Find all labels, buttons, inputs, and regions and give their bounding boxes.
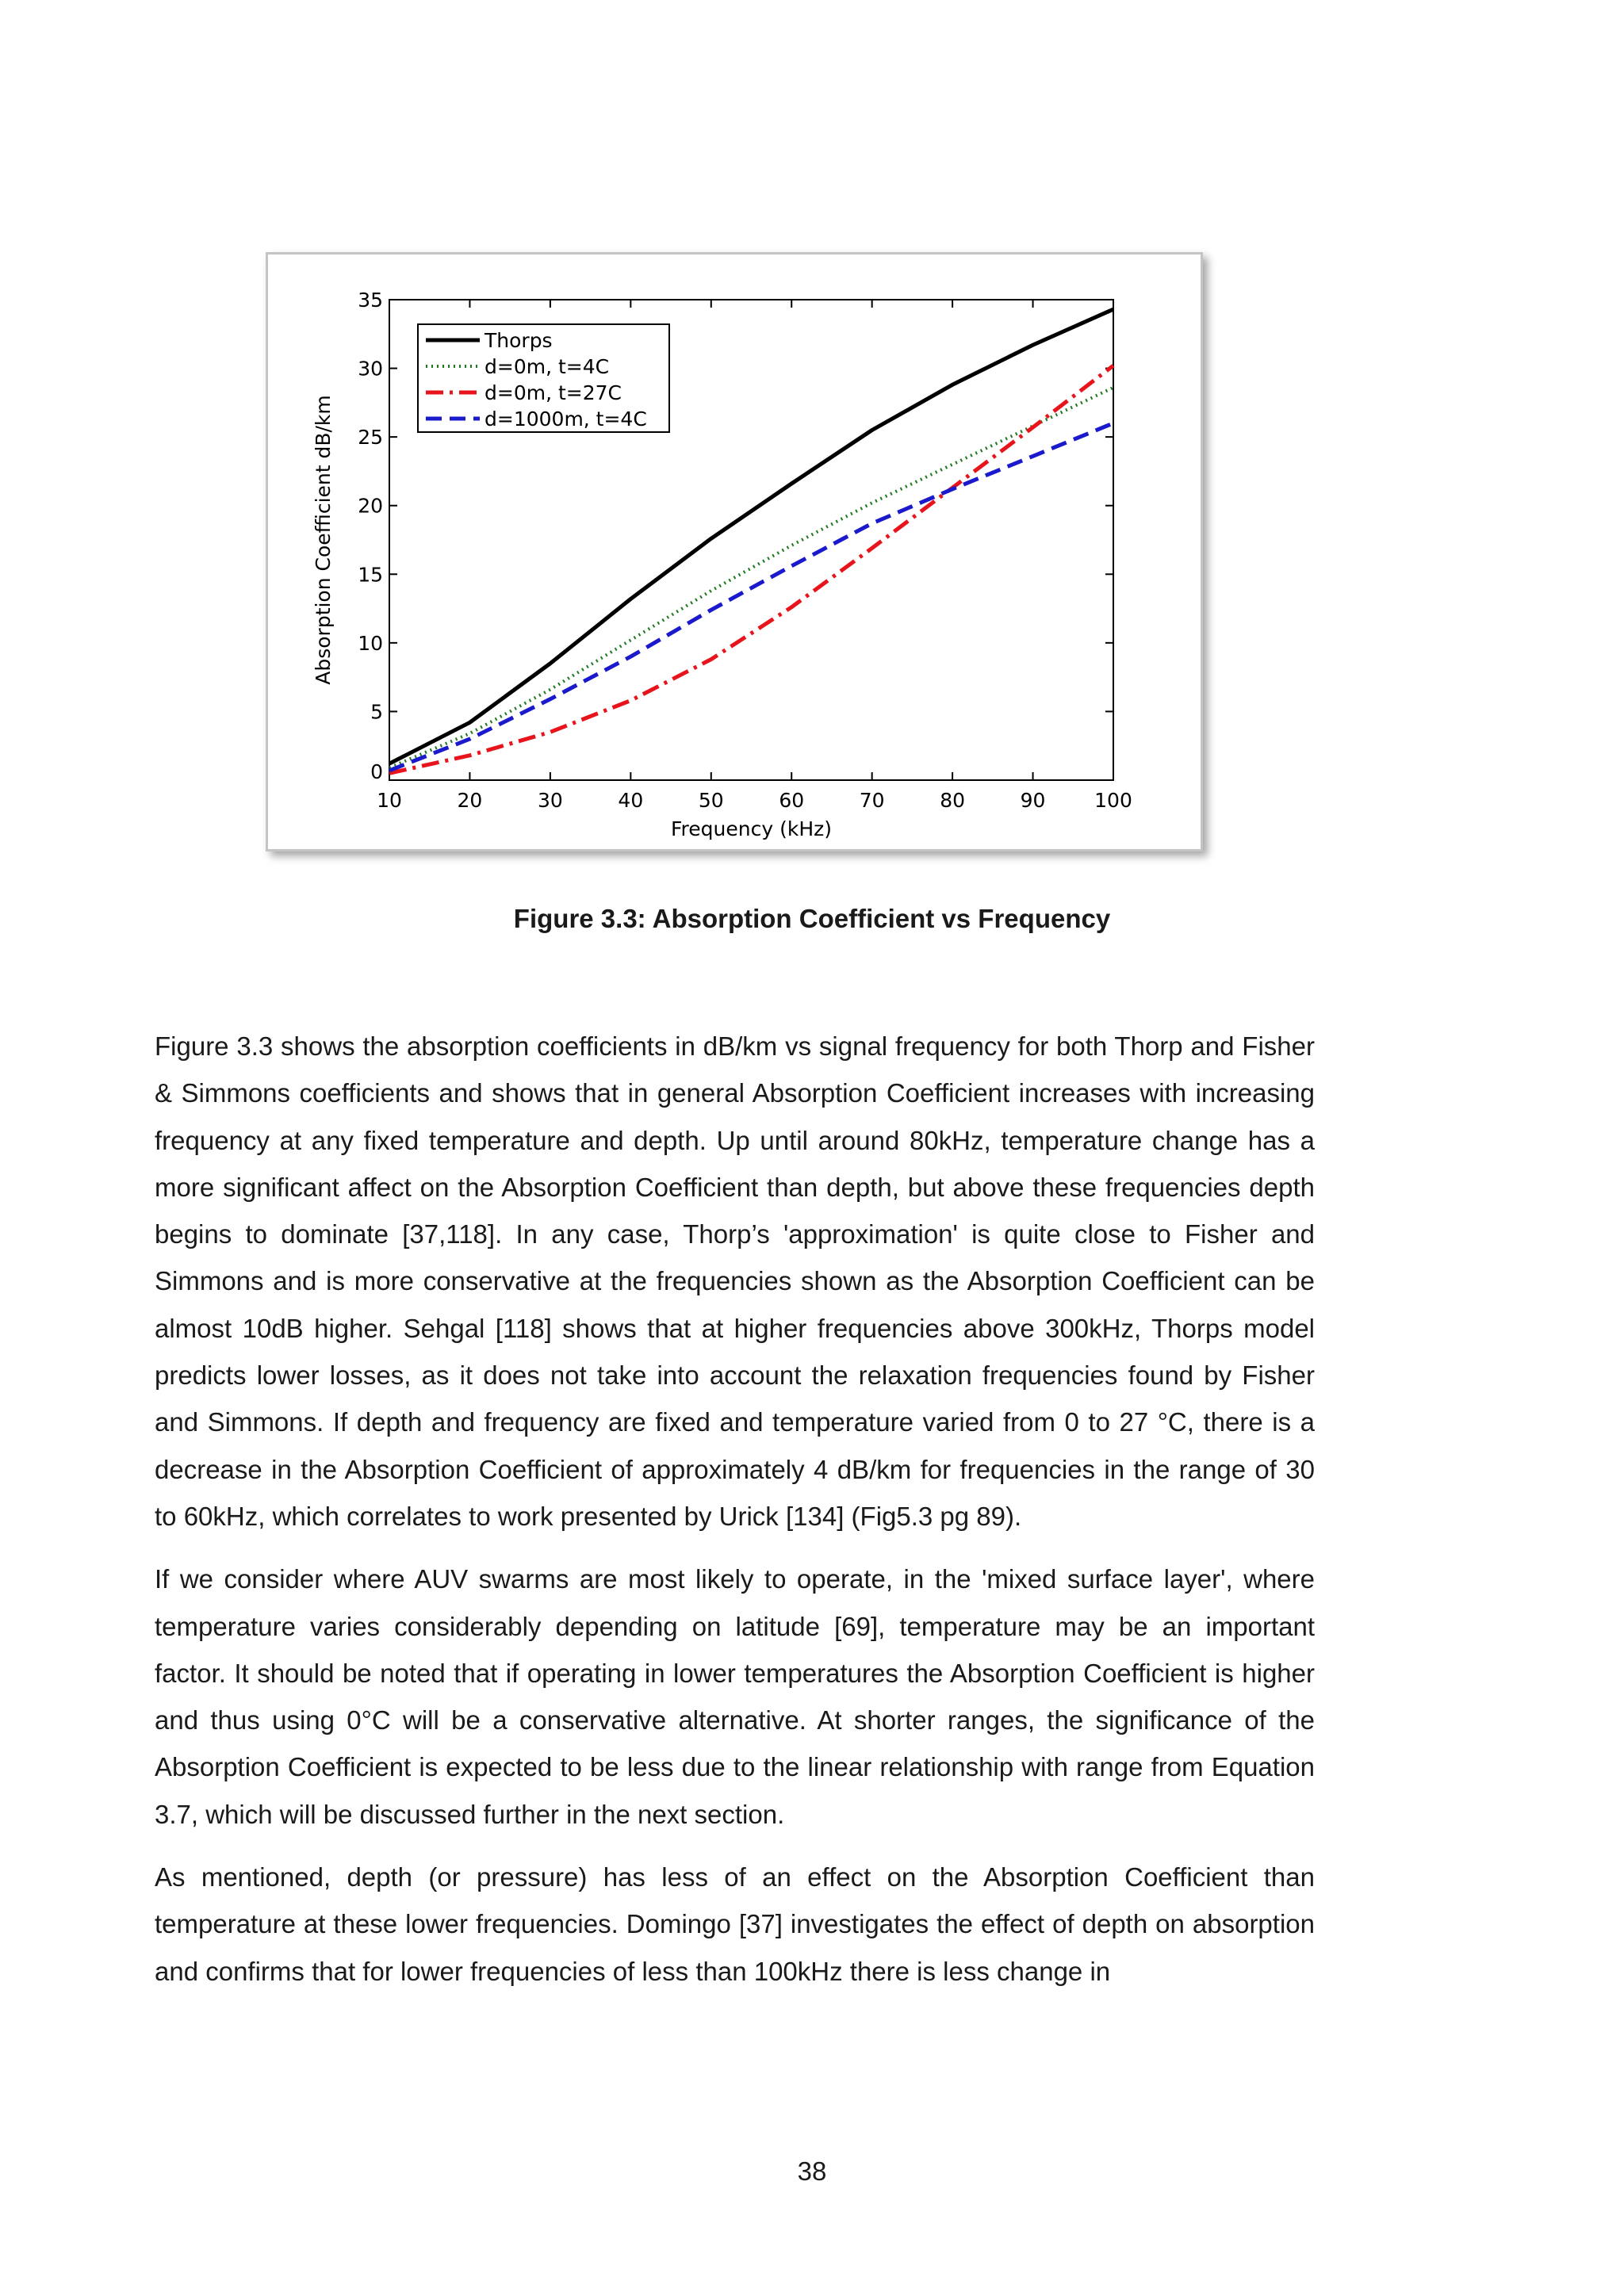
y-tick-label: 25 [358,426,383,450]
x-tick-label: 40 [618,789,644,812]
y-tick-label: 20 [358,494,383,518]
absorption-chart [268,254,1201,849]
y-tick-label: 30 [358,357,383,381]
x-tick-label: 10 [377,789,402,812]
y-tick-label: 15 [358,563,383,587]
y-tick-label: 0 [370,760,383,783]
paragraph-2: If we consider where AUV swarms are most likely to operate, in the 'mixed surface layer', where temperature varies considerably depending on latitude [69], temperature may be an important factor. It should be noted that if operating in lower temperatures the Absorption Coefficient is higher and thus using 0°C will be a conservative alternative. At shorter ranges, the significance of the Absorption Coefficient is expected to be less due to the linear relationship with range from Equation 3.7, which will be discussed further in the next section. [155,1564,1315,1829]
y-tick-label: 5 [370,700,383,724]
y-axis-label: Absorption Coefficient dB/km [312,395,335,685]
page-number: 38 [797,2156,827,2186]
figure-caption: Figure 3.3: Absorption Coefficient vs Frequency [513,904,1111,933]
legend-label-1: Thorps [485,329,553,352]
x-tick-label: 100 [1094,789,1132,812]
series-line-2 [389,388,1113,768]
x-tick-label: 90 [1020,789,1046,812]
figure-frame [266,252,1203,851]
series-line-4 [389,423,1113,771]
paragraph-3: As mentioned, depth (or pressure) has less of an effect on the Absorption Coefficient than temperature at these lower frequencies. Domingo [37] investigates the effect of depth on absorption and confirms that for lower frequencies of less than 100kHz there is less change in [155,1862,1315,1986]
x-tick-label: 60 [779,789,805,812]
body-text [155,1023,1315,2011]
legend-label-2: d=0m, t=4C [485,355,610,378]
x-tick-label: 70 [859,789,885,812]
x-axis-label: Frequency (kHz) [670,817,833,840]
y-tick-label: 35 [358,289,383,312]
y-tick-label: 10 [358,631,383,655]
legend-label-4: d=1000m, t=4C [485,408,647,430]
legend-label-3: d=0m, t=27C [485,381,622,404]
x-tick-label: 20 [457,789,483,812]
x-tick-label: 30 [537,789,563,812]
x-tick-label: 80 [940,789,966,812]
x-tick-label: 50 [698,789,724,812]
paragraph-1: Figure 3.3 shows the absorption coefficients in dB/km vs signal frequency for both Thorp and Fisher & Simmons coefficients and shows that in general Absorption Coefficient increases with increasing frequency at any fixed temperature and depth. Up until around 80kHz, temperature change has a more significant affect on the Absorption Coefficient than depth, but above these frequencies depth begins to dominate [37,118]. In any case, Thorp’s 'approximation' is quite close to Fisher and Simmons and is more conservative at the frequencies shown as the Absorption Coefficient can be almost 10dB higher. Sehgal [118] shows that at higher frequencies above 300kHz, Thorps model predicts lower losses, as it does not take into account the relaxation frequencies found by Fisher and Simmons. If depth and frequency are fixed and temperature varied from 0 to 27 °C, there is a decrease in the Absorption Coefficient of approximately 4 dB/km for frequencies in the range of 30 to 60kHz, which correlates to work presented by Urick [134] (Fig5.3 pg 89). [155,1031,1315,1531]
